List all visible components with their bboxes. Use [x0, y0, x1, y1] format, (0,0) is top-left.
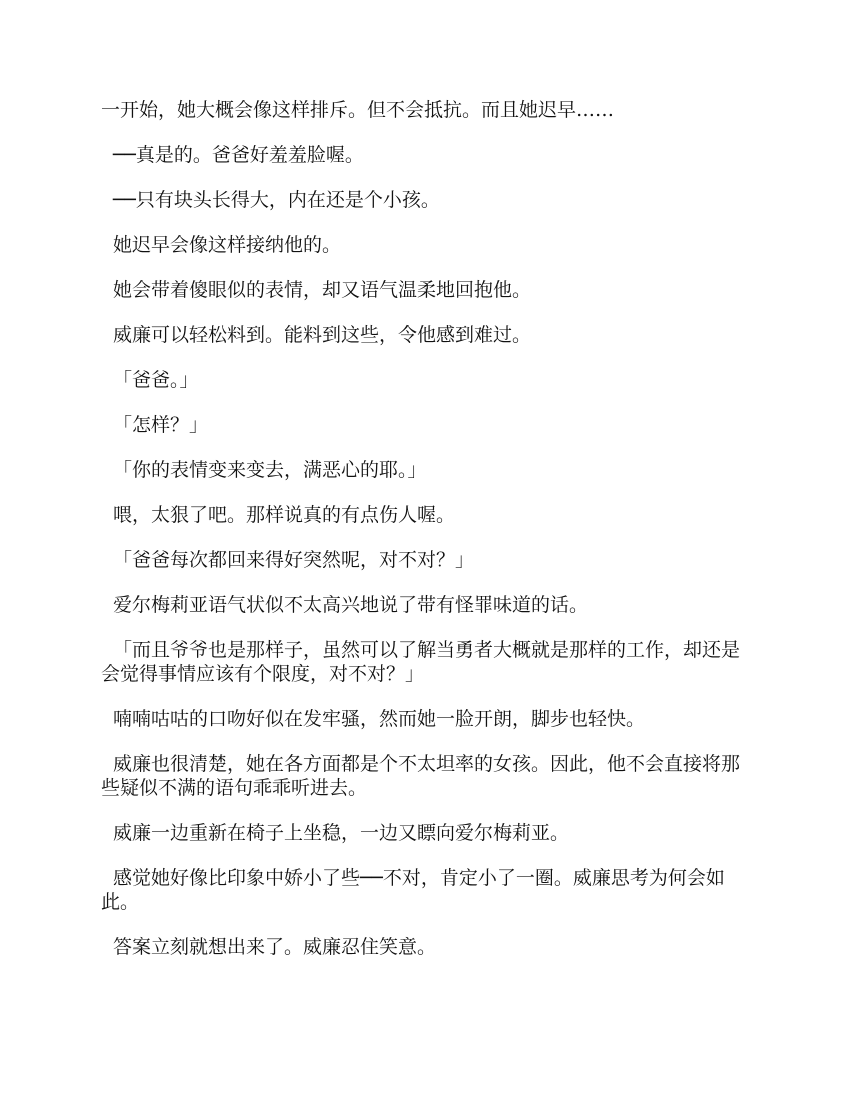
body-text [101, 98, 751, 980]
paragraph: 「爸爸。」 [113, 369, 199, 391]
paragraph: 「爸爸每次都回来得好突然呢，对不对？」 [113, 549, 475, 571]
paragraph: 威廉一边重新在椅子上坐稳，一边又瞟向爱尔梅莉亚。 [113, 822, 570, 844]
paragraph: 答案立刻就想出来了。威廉忍住笑意。 [113, 936, 437, 958]
paragraph: 她迟早会像这样接纳他的。 [113, 234, 342, 256]
paragraph: ──只有块头长得大，内在还是个小孩。 [113, 189, 440, 211]
paragraph: 感觉她好像比印象中娇小了些──不对，肯定小了一圈。威廉思考为何会如此。 [101, 867, 725, 913]
paragraph: 「怎样？」 [113, 414, 209, 436]
paragraph: 喂，太狠了吧。那样说真的有点伤人喔。 [113, 504, 456, 526]
paragraph: ──真是的。爸爸好羞羞脸喔。 [113, 144, 364, 166]
paragraph: 威廉也很清楚，她在各方面都是个不太坦率的女孩。因此，他不会直接将那些疑似不满的语句乖乖听进去。 [101, 753, 741, 799]
paragraph: 她会带着傻眼似的表情，却又语气温柔地回抱他。 [113, 279, 532, 301]
paragraph: 「而且爷爷也是那样子，虽然可以了解当勇者大概就是那样的工作，却还是会觉得事情应该有个限度，对不对？」 [101, 639, 741, 685]
paragraph: 威廉可以轻松料到。能料到这些，令他感到难过。 [113, 324, 532, 346]
paragraph: 「你的表情变来变去，满恶心的耶。」 [113, 459, 427, 481]
paragraph: 一开始，她大概会像这样排斥。但不会抵抗。而且她迟早…… [101, 99, 615, 121]
paragraph: 喃喃咕咕的口吻好似在发牢骚，然而她一脸开朗，脚步也轻快。 [113, 708, 646, 730]
paragraph: 爱尔梅莉亚语气状似不太高兴地说了带有怪罪味道的话。 [113, 594, 589, 616]
